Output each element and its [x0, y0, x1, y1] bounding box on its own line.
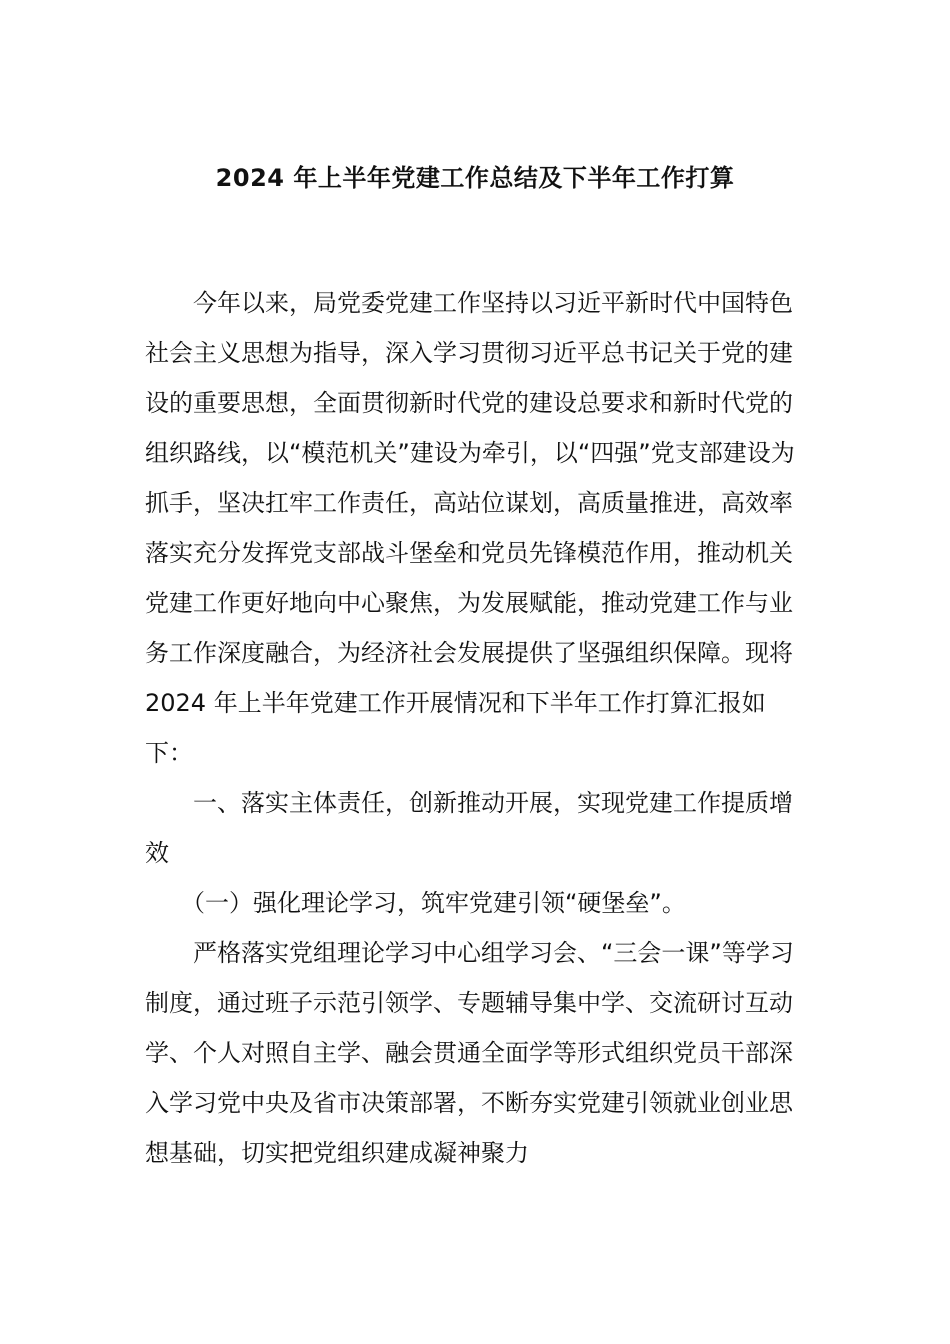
- body-paragraph: 严格落实党组理论学习中心组学习会、“三会一课”等学习制度，通过班子示范引领学、专题辅导集中学、交流研讨互动学、个人对照自主学、融会贯通全面学等形式组织党员干部深入学习党中央及省市决策部署，不断夯实党建引领就业创业思想基础，切实把党组织建成凝神聚力: [145, 939, 794, 1167]
- subsection-heading-1: （一）强化理论学习，筑牢党建引领“硬堡垒”。: [181, 889, 686, 917]
- intro-paragraph: 今年以来，局党委党建工作坚持以习近平新时代中国特色社会主义思想为指导，深入学习贯彻习近平总书记关于党的建设的重要思想，全面贯彻新时代党的建设总要求和新时代党的组织路线，以“模范机关”建设为牵引，以“四强”党支部建设为抓手，坚决扛牢工作责任，高站位谋划，高质量推进，高效率落实充分发挥党支部战斗堡垒和党员先锋模范作用，推动机关党建工作更好地向中心聚焦，为发展赋能，推动党建工作与业务工作深度融合，为经济社会发展提供了坚强组织保障。现将 2024 年上半年党建工作开展情况和下半年工作打算汇报如下：: [145, 289, 801, 767]
- document-body: [145, 278, 810, 1178]
- section-heading-1: 一、落实主体责任，创新推动开展，实现党建工作提质增效: [145, 789, 793, 867]
- document-title: 2024 年上半年党建工作总结及下半年工作打算: [215, 164, 735, 192]
